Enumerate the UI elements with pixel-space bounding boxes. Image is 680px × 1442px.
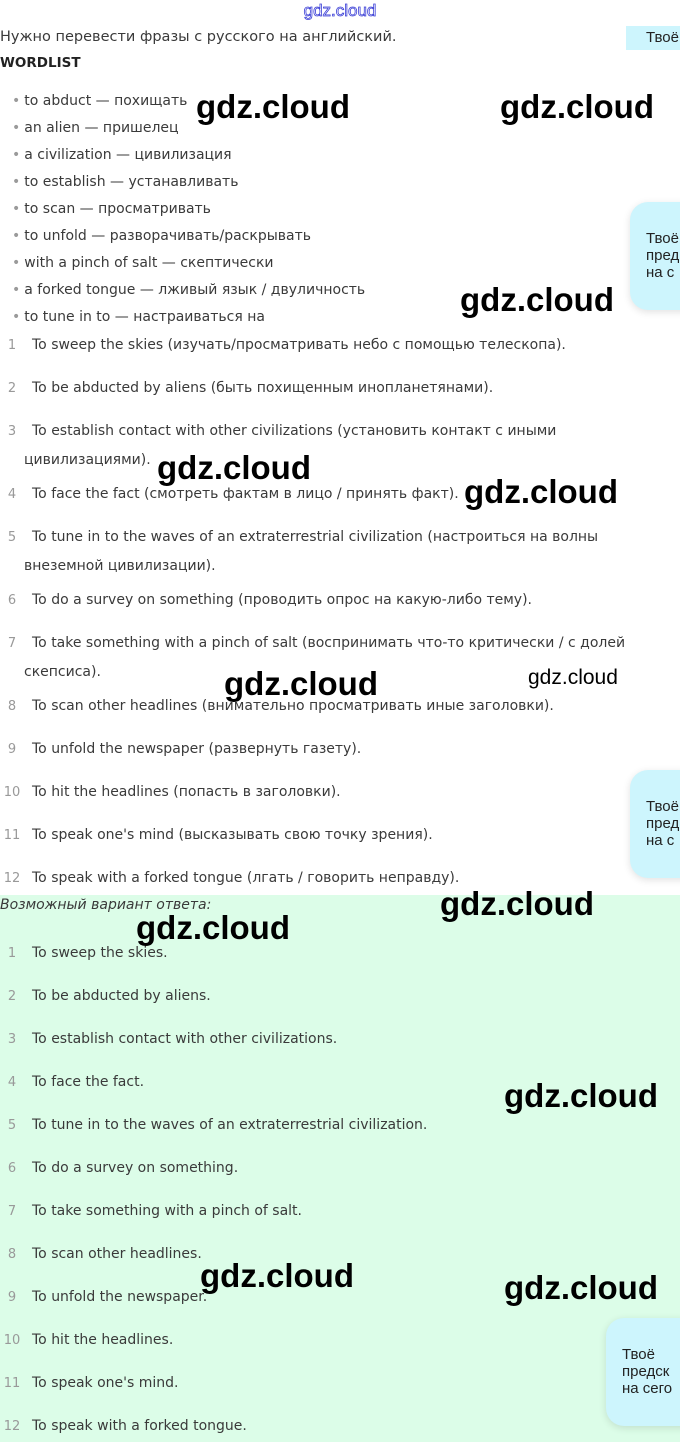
- site-logo[interactable]: gdz.cloud: [303, 1, 377, 20]
- watermark: gdz.cloud: [528, 666, 618, 689]
- task-text: To speak one's mind (высказывать свою точку зрения).: [32, 827, 433, 843]
- bullet-icon: •: [12, 93, 21, 109]
- answer-text: To speak with a forked tongue.: [32, 1418, 247, 1434]
- task-number: 5: [7, 530, 17, 545]
- answer-text: To be abducted by aliens.: [32, 988, 211, 1004]
- task-item: [0, 374, 660, 403]
- task-number: 8: [7, 699, 17, 714]
- task-text: To do a survey on something (проводить опрос на какую-либо тему).: [32, 592, 532, 608]
- wordlist-item: [12, 170, 238, 194]
- task-number: 11: [3, 828, 21, 843]
- answer-number: 10: [3, 1333, 21, 1348]
- task-item: [0, 523, 660, 580]
- task-number: 12: [3, 871, 21, 886]
- wordlist-heading: WORDLIST: [0, 55, 81, 71]
- task-text: To be abducted by aliens (быть похищенным инопланетянами).: [32, 380, 494, 396]
- bullet-icon: •: [12, 228, 21, 244]
- answer-number: 7: [7, 1204, 17, 1219]
- bullet-icon: •: [12, 201, 21, 217]
- promo-text: Твоё: [622, 1346, 655, 1363]
- wordlist-item-text: with a pinch of salt — скептически: [24, 255, 274, 271]
- task-item: [0, 586, 660, 615]
- promo-bubble[interactable]: [630, 770, 680, 878]
- wordlist-item-text: to tune in to — настраиваться на: [24, 309, 265, 325]
- wordlist-item: [12, 224, 311, 248]
- bullet-icon: •: [12, 309, 21, 325]
- answer-number: 2: [7, 989, 17, 1004]
- task-text: To speak with a forked tongue (лгать / говорить неправду).: [32, 870, 460, 886]
- answer-text: To do a survey on something.: [32, 1160, 239, 1176]
- task-text: To unfold the newspaper (развернуть газету).: [32, 741, 362, 757]
- task-text-continued: скепсиса).: [24, 664, 101, 680]
- wordlist-item-text: an alien — пришелец: [24, 120, 179, 136]
- answer-item: [0, 1111, 660, 1140]
- wordlist-item-text: a civilization — цивилизация: [24, 147, 232, 163]
- wordlist-item: [12, 305, 265, 329]
- task-item: [0, 778, 660, 807]
- answer-text: To tune in to the waves of an extraterrestrial civilization.: [32, 1117, 428, 1133]
- promo-text: на сего: [622, 1380, 673, 1397]
- watermark: gdz.cloud: [224, 665, 378, 702]
- bullet-icon: •: [12, 120, 21, 136]
- wordlist-item-text: to abduct — похищать: [24, 93, 188, 109]
- answer-item: [0, 1326, 660, 1355]
- watermark: gdz.cloud: [200, 1257, 354, 1294]
- promo-bubble[interactable]: [626, 26, 680, 50]
- promo-text: пред: [646, 815, 680, 832]
- answer-number: 6: [7, 1161, 17, 1176]
- wordlist-item-text: a forked tongue — лживый язык / двуличность: [24, 282, 366, 298]
- promo-text: Твоё: [646, 798, 679, 815]
- watermark: gdz.cloud: [460, 281, 614, 318]
- task-intro: Нужно перевести фразы с русского на английский.: [0, 29, 397, 45]
- answer-item: [0, 1154, 660, 1183]
- promo-bubble[interactable]: [630, 202, 680, 310]
- answer-number: 8: [7, 1247, 17, 1262]
- promo-text: Твоё: [646, 29, 679, 46]
- task-number: 1: [7, 338, 17, 353]
- watermark: gdz.cloud: [464, 473, 618, 510]
- task-number: 6: [7, 593, 17, 608]
- task-text-continued: цивилизациями).: [24, 452, 151, 468]
- answer-number: 12: [3, 1419, 21, 1434]
- task-number: 7: [7, 636, 17, 651]
- wordlist-item-text: to establish — устанавливать: [24, 174, 239, 190]
- wordlist-item: [12, 89, 187, 113]
- answer-number: 4: [7, 1075, 17, 1090]
- answer-number: 11: [3, 1376, 21, 1391]
- bullet-icon: •: [12, 255, 21, 271]
- watermark: gdz.cloud: [504, 1077, 658, 1114]
- task-item: [0, 821, 660, 850]
- task-text: To sweep the skies (изучать/просматривать небо с помощью телескопа).: [32, 337, 566, 353]
- task-item: [0, 417, 660, 474]
- answer-text: To hit the headlines.: [32, 1332, 174, 1348]
- task-number: 3: [7, 424, 17, 439]
- answer-item: [0, 939, 660, 968]
- promo-bubble[interactable]: [606, 1318, 680, 1426]
- answer-number: 1: [7, 946, 17, 961]
- task-item: [0, 735, 660, 764]
- promo-text: предск: [622, 1363, 670, 1380]
- answer-item: [0, 982, 660, 1011]
- watermark: gdz.cloud: [440, 885, 594, 922]
- promo-text: на с: [646, 264, 675, 281]
- task-item: [0, 331, 660, 360]
- answer-item: [0, 1197, 660, 1226]
- bullet-icon: •: [12, 147, 21, 163]
- wordlist-item: [12, 251, 274, 275]
- answer-text: To face the fact.: [32, 1074, 145, 1090]
- answer-text: To sweep the skies.: [32, 945, 168, 961]
- answer-text: To establish contact with other civilizations.: [32, 1031, 338, 1047]
- watermark: gdz.cloud: [136, 909, 290, 946]
- bullet-icon: •: [12, 282, 21, 298]
- task-number: 10: [3, 785, 21, 800]
- answer-text: To speak one's mind.: [32, 1375, 179, 1391]
- wordlist-item-text: to scan — просматривать: [24, 201, 211, 217]
- promo-text: Твоё: [646, 230, 679, 247]
- wordlist-item-text: to unfold — разворачивать/раскрывать: [24, 228, 311, 244]
- watermark: gdz.cloud: [500, 88, 654, 125]
- wordlist-item: [12, 197, 211, 221]
- task-text: To scan other headlines (внимательно просматривать иные заголовки).: [32, 698, 554, 714]
- answer-item: [0, 1025, 660, 1054]
- answer-text: To scan other headlines.: [32, 1246, 202, 1262]
- task-text: To face the fact (смотреть фактам в лицо / принять факт).: [32, 486, 459, 502]
- wordlist-item: [12, 143, 232, 167]
- task-number: 4: [7, 487, 17, 502]
- task-text: To tune in to the waves of an extraterrestrial civilization (настроиться на волны: [32, 529, 599, 545]
- promo-text: пред: [646, 247, 680, 264]
- wordlist-item: [12, 116, 179, 140]
- watermark: gdz.cloud: [504, 1269, 658, 1306]
- task-text: To hit the headlines (попасть в заголовки).: [32, 784, 341, 800]
- answer-number: 3: [7, 1032, 17, 1047]
- answer-text: To unfold the newspaper.: [32, 1289, 208, 1305]
- task-number: 9: [7, 742, 17, 757]
- answer-text: To take something with a pinch of salt.: [32, 1203, 302, 1219]
- task-number: 2: [7, 381, 17, 396]
- watermark: gdz.cloud: [157, 449, 311, 486]
- task-text: To take something with a pinch of salt (воспринимать что-то критически / с долей: [32, 635, 626, 651]
- wordlist-item: [12, 278, 365, 302]
- answer-title: Возможный вариант ответа:: [0, 897, 212, 913]
- answer-number: 5: [7, 1118, 17, 1133]
- watermark: gdz.cloud: [196, 88, 350, 125]
- promo-text: на с: [646, 832, 675, 849]
- bullet-icon: •: [12, 174, 21, 190]
- answer-number: 9: [7, 1290, 17, 1305]
- answer-item: [0, 1412, 660, 1441]
- task-text: To establish contact with other civilizations (установить контакт с иными: [32, 423, 557, 439]
- answer-item: [0, 1369, 660, 1398]
- task-text-continued: внеземной цивилизации).: [24, 558, 216, 574]
